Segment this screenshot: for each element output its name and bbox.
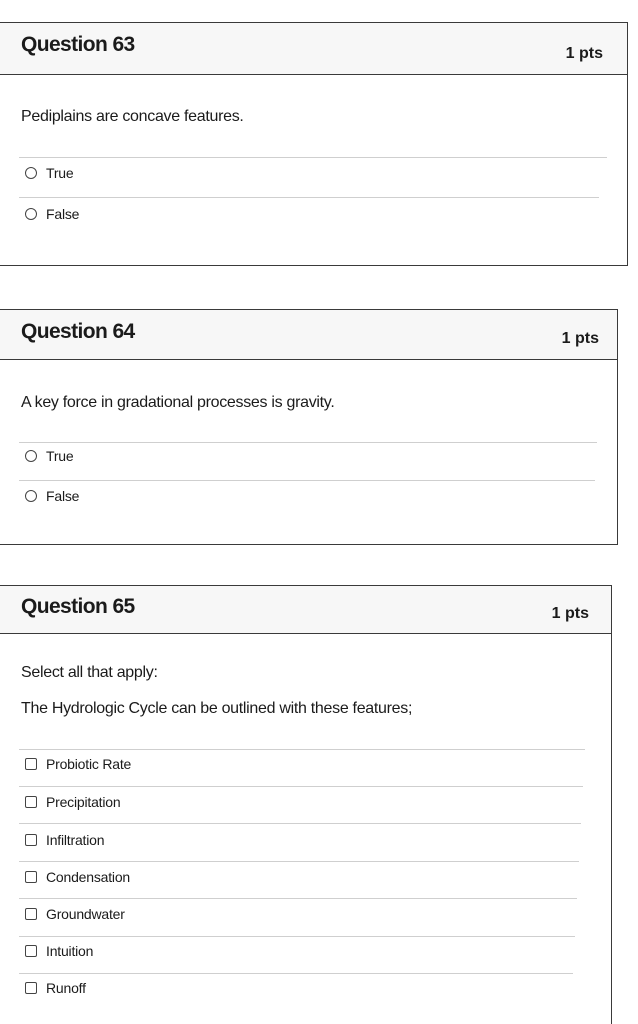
option-label: Precipitation	[46, 794, 121, 810]
question-points: 1 pts	[565, 45, 603, 62]
checkbox[interactable]	[25, 945, 37, 957]
divider	[19, 442, 597, 443]
question-header	[0, 23, 627, 75]
checkbox-option-precipitation[interactable]	[25, 792, 120, 812]
option-label: Infiltration	[46, 832, 105, 848]
option-label: True	[46, 448, 74, 464]
checkbox[interactable]	[25, 796, 37, 808]
option-label: Intuition	[46, 943, 94, 959]
divider	[19, 936, 575, 937]
checkbox[interactable]	[25, 758, 37, 770]
divider	[19, 823, 581, 824]
answer-option-true[interactable]	[25, 446, 73, 466]
option-label: True	[46, 165, 74, 181]
checkbox[interactable]	[25, 982, 37, 994]
question-title: Question 64	[21, 320, 135, 343]
radio-button[interactable]	[25, 450, 37, 462]
question-points: 1 pts	[561, 330, 599, 347]
answer-option-false[interactable]	[25, 486, 79, 506]
checkbox-option-probiotic-rate[interactable]	[25, 754, 131, 774]
checkbox-option-runoff[interactable]	[25, 978, 86, 998]
divider	[19, 480, 595, 481]
option-label: Probiotic Rate	[46, 756, 132, 772]
checkbox-option-groundwater[interactable]	[25, 904, 125, 924]
question-prompt: Pediplains are concave features.	[21, 108, 244, 125]
checkbox[interactable]	[25, 908, 37, 920]
checkbox-option-intuition[interactable]	[25, 941, 93, 961]
radio-button[interactable]	[25, 167, 37, 179]
radio-button[interactable]	[25, 490, 37, 502]
checkbox-option-infiltration[interactable]	[25, 830, 104, 850]
answer-option-true[interactable]	[25, 163, 73, 183]
question-header	[0, 586, 611, 634]
divider	[19, 973, 573, 974]
question-points: 1 pts	[551, 605, 589, 622]
question-title: Question 63	[21, 33, 135, 56]
checkbox[interactable]	[25, 834, 37, 846]
option-label: Condensation	[46, 869, 130, 885]
question-header	[0, 310, 617, 360]
answer-option-false[interactable]	[25, 204, 79, 224]
divider	[19, 898, 577, 899]
checkbox[interactable]	[25, 871, 37, 883]
question-prompt: The Hydrologic Cycle can be outlined with these features;	[21, 700, 413, 717]
radio-button[interactable]	[25, 208, 37, 220]
option-label: Groundwater	[46, 906, 125, 922]
question-card-64	[0, 309, 618, 545]
question-card-65	[0, 585, 612, 1024]
checkbox-option-condensation[interactable]	[25, 867, 130, 887]
divider	[19, 157, 607, 158]
option-label: False	[46, 488, 80, 504]
option-label: Runoff	[46, 980, 86, 996]
question-instruction: Select all that apply:	[21, 664, 158, 681]
divider	[19, 786, 583, 787]
question-title: Question 65	[21, 595, 135, 618]
question-prompt: A key force in gradational processes is gravity.	[21, 394, 335, 411]
divider	[19, 749, 585, 750]
divider	[19, 197, 599, 198]
question-card-63	[0, 22, 628, 266]
divider	[19, 861, 579, 862]
option-label: False	[46, 206, 80, 222]
